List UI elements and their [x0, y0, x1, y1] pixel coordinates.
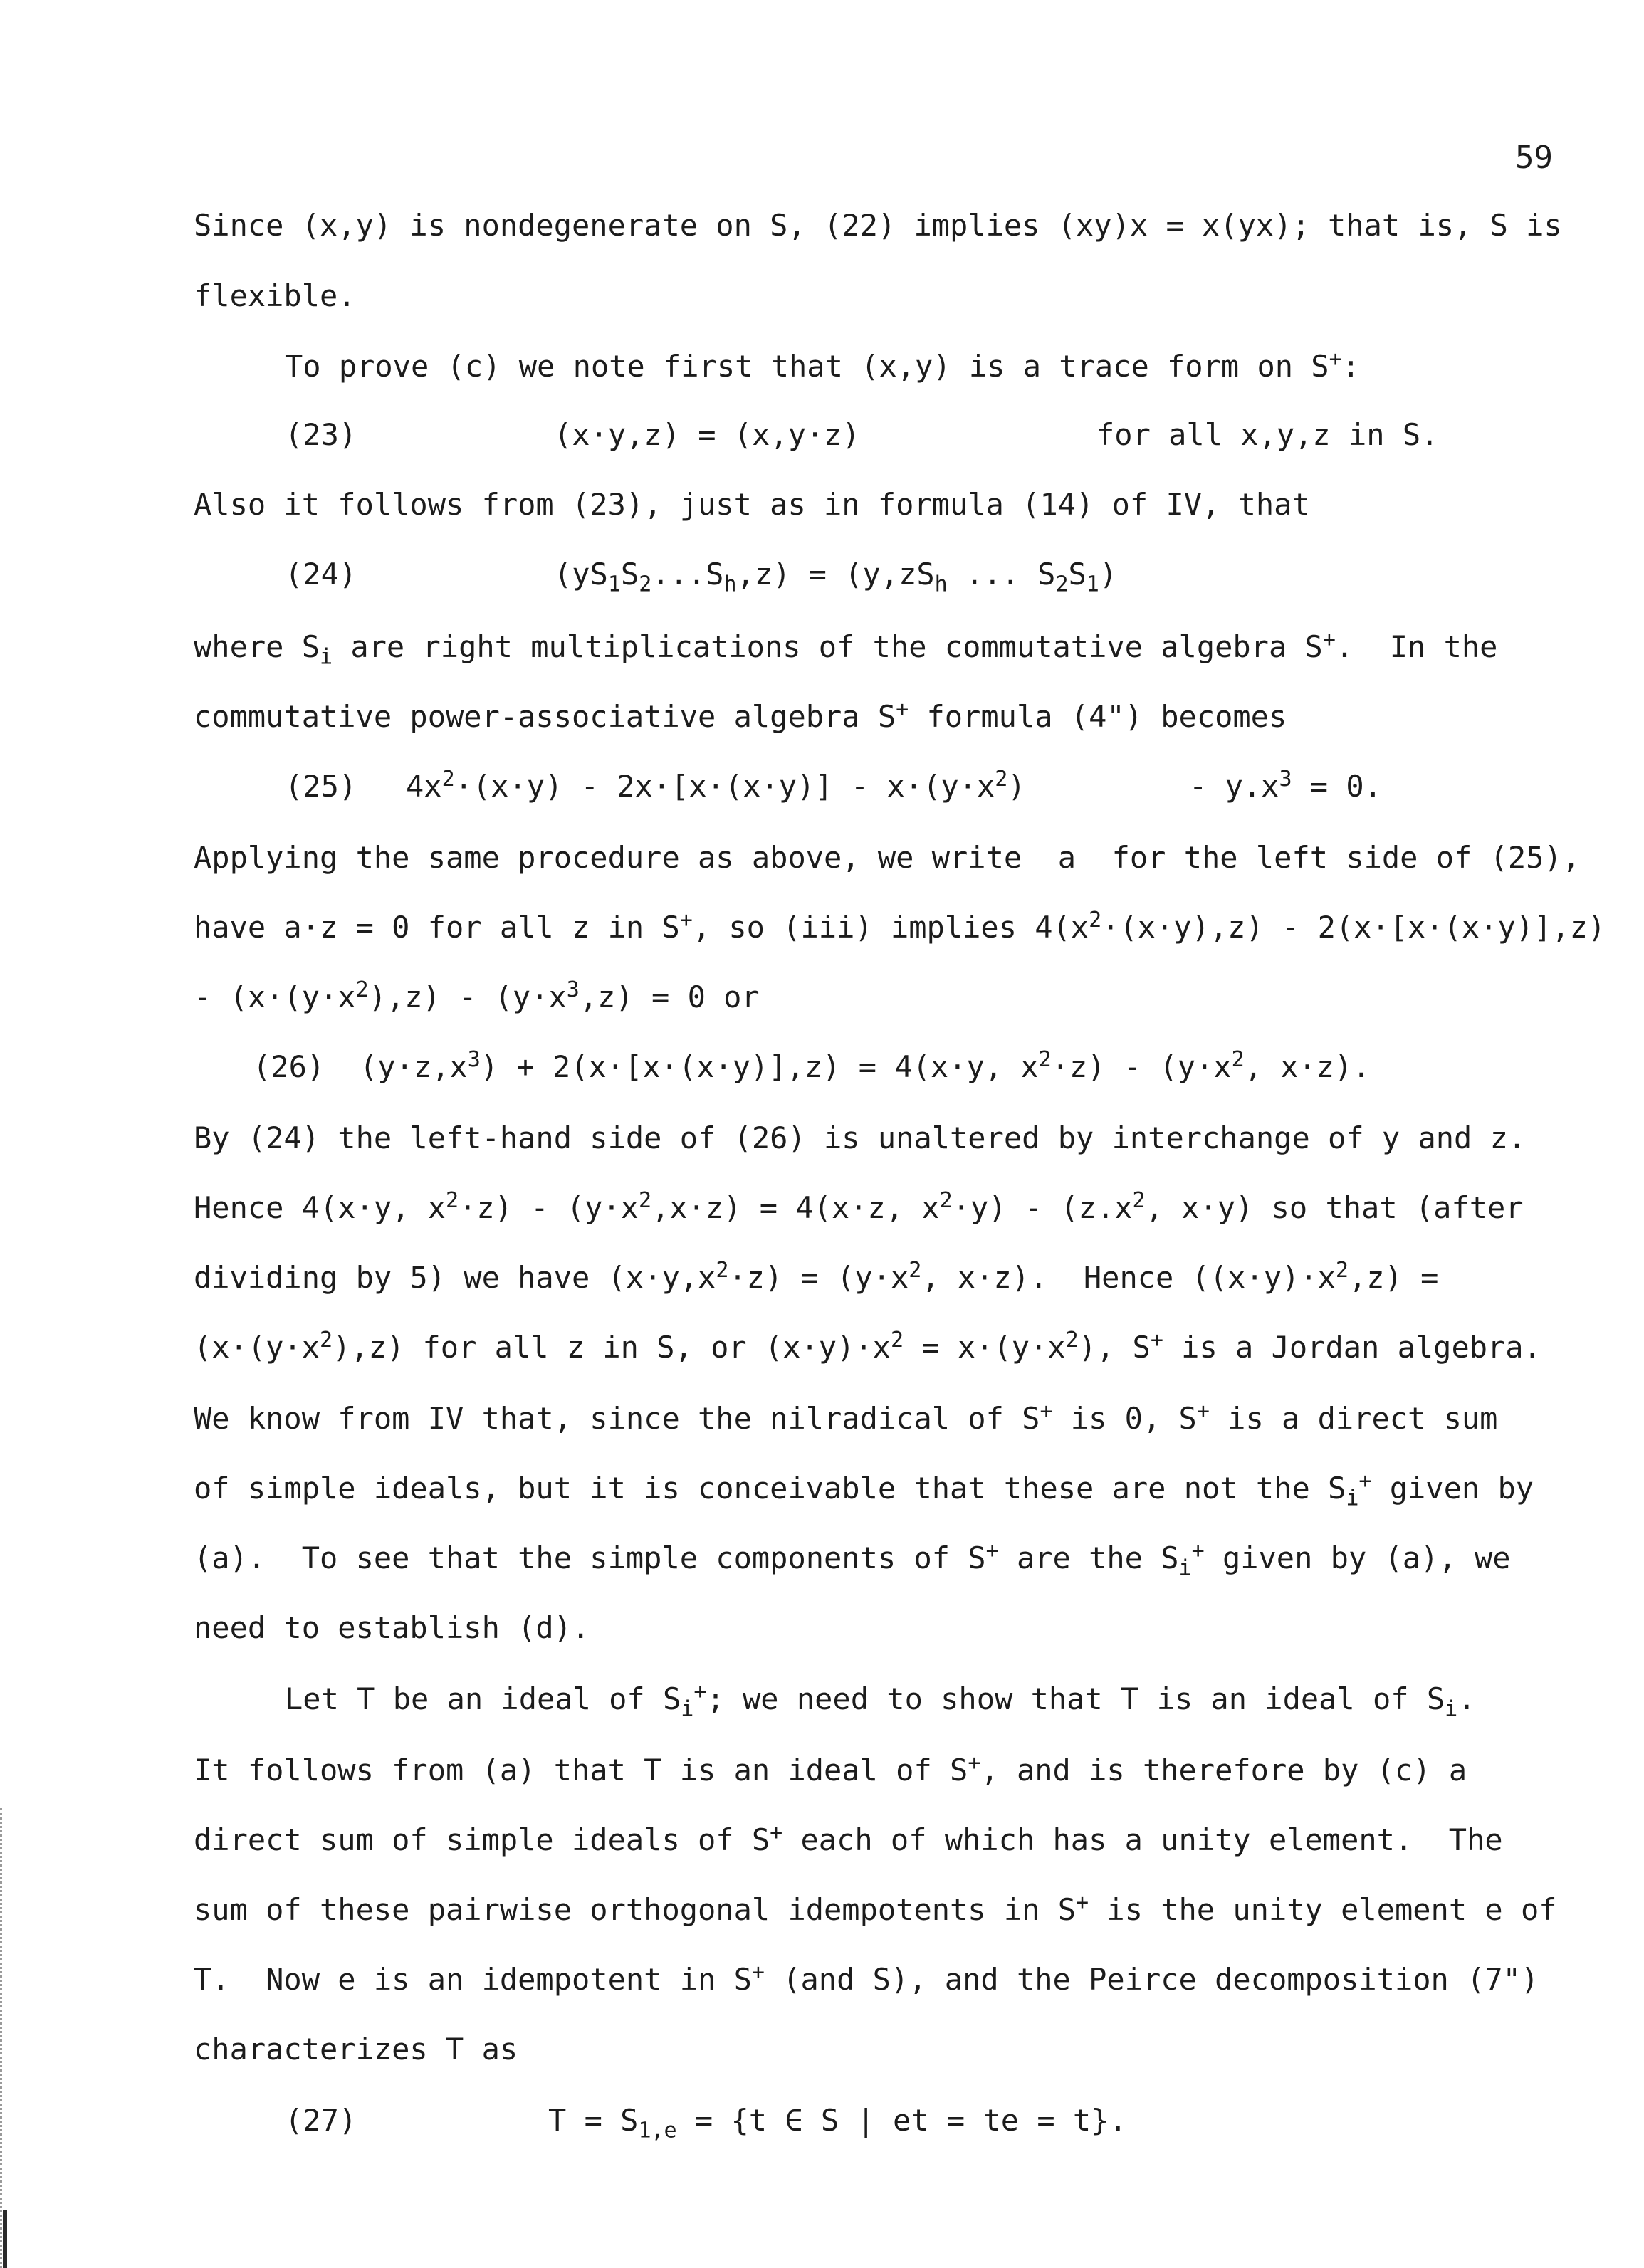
text-line: $(x\cdot(y\cdot x^2),z)$ for all z in S, or $(x\cdot y)\cdot x^2 = x\cdot(y\cdot x^2)$, S+ is a Jordan algebra.: [194, 1328, 1541, 1365]
equation-23-number: (23): [285, 417, 357, 452]
text-line: characterizes T as: [194, 2032, 518, 2067]
text-line: It follows from (a) that T is an ideal of S+, and is therefore by (c) a: [194, 1750, 1467, 1787]
equation-25-tail: - $y.x^3 = 0$.: [1189, 767, 1382, 804]
text-line: sum of these pairwise orthogonal idempotents in S+ is the unity element e of: [194, 1890, 1557, 1927]
equation-24: $(yS_1S_2...S_h,z) = (y,zS_h$ ... $S_2S_1$): [554, 557, 1118, 597]
text-line: (a). To see that the simple components of S+ are the $S_i^+$ given by (a), we: [194, 1538, 1511, 1581]
equation-27: $T = S_{1,e} = \{t$ ∈ S | et = te = t}.: [548, 2103, 1127, 2143]
text-line: commutative power-associative algebra S+ formula (4") becomes: [194, 697, 1287, 734]
text-line: - $(x\cdot(y\cdot x^2),z) - (y\cdot x^3,z) = 0$ or: [194, 977, 760, 1014]
text-line: T. Now e is an idempotent in S+ (and S), and the Peirce decomposition (7"): [194, 1960, 1539, 1997]
equation-23-condition: for all x,y,z in S.: [1096, 417, 1439, 452]
text-line: Let T be an ideal of $S_i^+$; we need to show that T is an ideal of $S_i$.: [285, 1679, 1476, 1722]
text-line: Also it follows from (23), just as in formula (14) of IV, that: [194, 487, 1310, 522]
text-line: Hence 4(x·y, $x^2\cdot z) - (y\cdot x^2,x\cdot z) = 4(x\cdot z$, $x^2\cdot y) - (z.x^2$, x·y) so that (after: [194, 1188, 1524, 1225]
text-line: flexible.: [194, 278, 356, 313]
page-number: 59: [1515, 140, 1553, 176]
text-line: To prove (c) we note first that (x,y) is a trace form on S+:: [285, 347, 1360, 384]
text-line: direct sum of simple ideals of S+ each of which has a unity element. The: [194, 1820, 1503, 1857]
text-line: By (24) the left-hand side of (26) is unaltered by interchange of y and z.: [194, 1120, 1527, 1155]
text-line: We know from IV that, since the nilradical of S+ is 0, S+ is a direct sum: [194, 1399, 1498, 1436]
equation-26: $(y\cdot z,x^3) + 2(x\cdot[x\cdot(x\cdot y)],z) = 4(x\cdot y$, $x^2\cdot z) - (y\cdot x^2$, x·z).: [360, 1047, 1371, 1084]
scan-edge-bar: [3, 2210, 7, 2268]
equation-24-number: (24): [285, 557, 357, 592]
scan-edge-marks: [0, 1808, 16, 2268]
equation-25: $4x^2\cdot(x\cdot y) - 2x\cdot[x\cdot(x\cdot y)] - x\cdot(y\cdot x^2)$: [406, 767, 1026, 804]
text-line: where $S_i$ are right multiplications of the commutative algebra S+. In the: [194, 627, 1498, 670]
equation-25-number: (25): [285, 769, 357, 804]
text-line: have a·z = 0 for all z in S+, so (iii) implies $4(x^2\cdot(x\cdot y),z) - 2(x\cdot[x\cdot(x\cdot y)],z)$: [194, 908, 1606, 945]
text-line: of simple ideals, but it is conceivable that these are not the $S_i^+$ given by: [194, 1469, 1534, 1511]
text-line: need to establish (d).: [194, 1610, 590, 1645]
text-line: dividing by 5) we have $(x\cdot y,x^2\cdot z) = (y\cdot x^2$, x·z). Hence $((x\cdot y)\cdot x^2,z)$ =: [194, 1258, 1439, 1295]
equation-23: (x·y,z) = (x,y·z): [554, 417, 860, 452]
text-line: Applying the same procedure as above, we write a for the left side of (25),: [194, 840, 1581, 875]
text-line: Since (x,y) is nondegenerate on S, (22) implies (xy)x = x(yx); that is, S is: [194, 208, 1562, 243]
equation-26-number: (26): [253, 1049, 325, 1084]
equation-27-number: (27): [285, 2103, 357, 2138]
